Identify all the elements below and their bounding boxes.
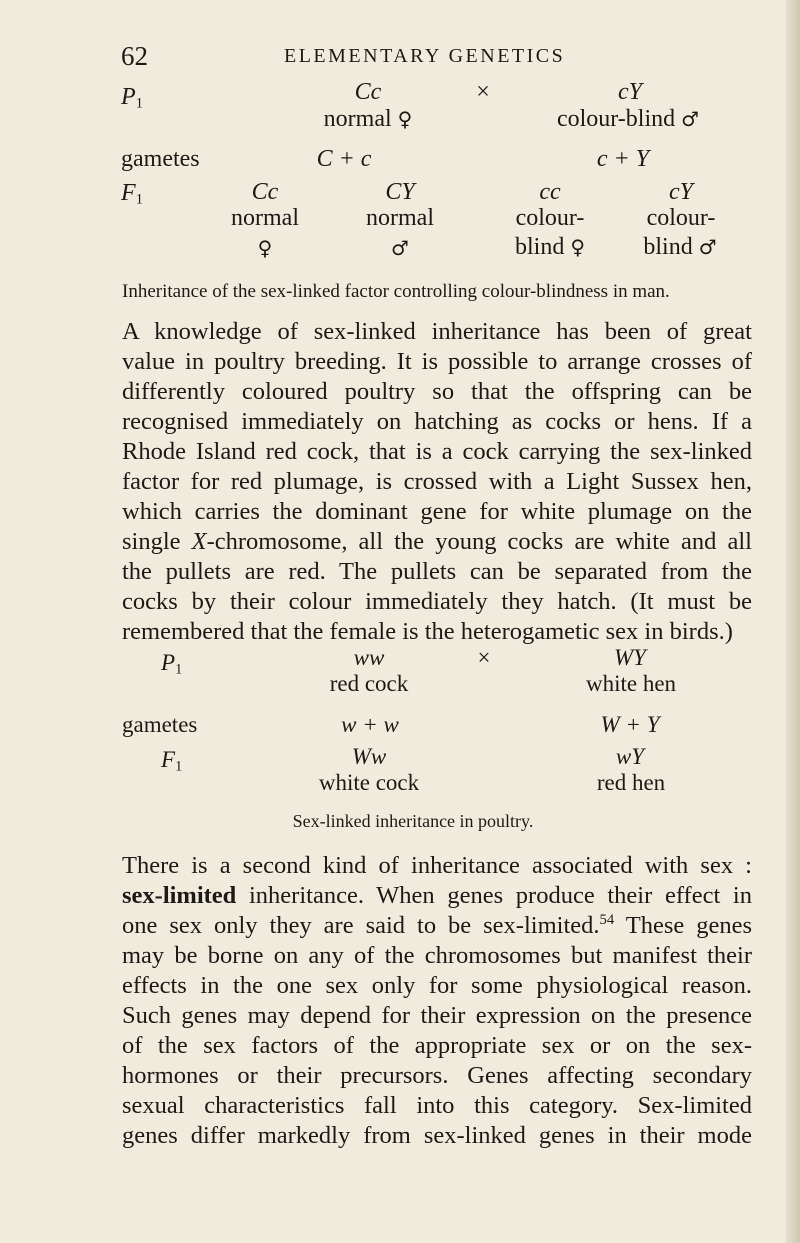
- cross-sign: ×: [477, 645, 491, 670]
- gametes-b: W + Y: [600, 712, 660, 737]
- offspring-a-phenotype: white cock: [318, 770, 420, 795]
- parent-b-phenotype: white hen: [585, 671, 677, 696]
- running-title: ELEMENTARY GENETICS: [284, 45, 566, 67]
- text-line: the pullets are red. The pullets can be separated from the: [122, 558, 752, 585]
- f1-label: $F_1$: [121, 180, 144, 208]
- body-paragraph: [122, 851, 752, 1151]
- female-sign-icon: ♀: [257, 236, 273, 260]
- male-sign-icon: ♂: [391, 236, 409, 260]
- offspring-3-phenotype-cont: blind ♀: [515, 234, 585, 260]
- parent-a-phenotype: red cock: [329, 671, 409, 696]
- page-edge: [786, 0, 800, 1243]
- text-line: sex-limited inheritance. When genes produce their effect in: [122, 882, 752, 909]
- male-sign-icon: ♂: [681, 107, 700, 131]
- parent-a-phenotype: normal ♀: [323, 106, 413, 132]
- f1-label: $F_1$: [161, 747, 183, 775]
- text-line: factor for red plumage, is crossed with a Light Sussex hen,: [122, 468, 752, 495]
- p1-label: $P_1$: [121, 84, 144, 112]
- text-line: single X-chromosome, all the young cocks are white and all: [122, 528, 752, 555]
- text-line: may be borne on any of the chromosomes but manifest their: [122, 942, 752, 969]
- offspring-3-phenotype: colour-: [515, 205, 585, 231]
- text-line: genes differ markedly from sex-linked genes in their mode: [122, 1122, 752, 1149]
- gametes-b: c + Y: [596, 146, 650, 172]
- gametes-a: C + c: [316, 146, 372, 172]
- text-line: remembered that the female is the heterogametic sex in birds.): [122, 618, 733, 645]
- offspring-1-genotype: Cc: [251, 179, 279, 205]
- offspring-4-phenotype: colour-: [646, 205, 716, 231]
- text-line: of the sex factors of the appropriate sex or on the sex-: [122, 1032, 752, 1059]
- offspring-a-genotype: Ww: [351, 744, 387, 769]
- parent-a-genotype: Cc: [354, 79, 382, 105]
- p1-label: $P_1$: [161, 650, 183, 678]
- offspring-1-phenotype: normal: [231, 205, 299, 231]
- female-sign-icon: ♀: [570, 235, 585, 259]
- text-line: which carries the dominant gene for white plumage on the: [122, 498, 752, 525]
- text-line: There is a second kind of inheritance associated with sex :: [122, 852, 752, 879]
- page-number: 62: [121, 41, 148, 71]
- text-line: A knowledge of sex-linked inheritance has been of great: [122, 318, 752, 345]
- text-line: Such genes may depend for their expression on the presence: [122, 1002, 752, 1029]
- gametes-label: gametes: [121, 146, 200, 172]
- parent-b-genotype: cY: [618, 79, 642, 105]
- offspring-3-genotype: cc: [539, 179, 561, 205]
- offspring-b-genotype: wY: [615, 744, 645, 769]
- text-line: hormones or their precursors. Genes affecting secondary: [122, 1062, 752, 1089]
- text-line: effects in the one sex only for some physiological reason.: [122, 972, 752, 999]
- body-paragraph: [122, 317, 752, 647]
- cross-sign: ×: [476, 79, 490, 105]
- text-line: cocks by their colour immediately they hatch. (It must be: [122, 588, 752, 615]
- gametes-label: gametes: [122, 712, 198, 737]
- figure-caption: Sex-linked inheritance in poultry.: [292, 811, 534, 831]
- text-line: sexual characteristics fall into this category. Sex-limited: [122, 1092, 752, 1119]
- offspring-4-phenotype-cont: blind ♂: [643, 234, 717, 260]
- figure-caption: Inheritance of the sex-linked factor controlling colour-blindness in man.: [122, 281, 670, 302]
- offspring-b-phenotype: red hen: [596, 770, 666, 795]
- text-line: value in poultry breeding. It is possible to arrange crosses of: [122, 348, 752, 375]
- text-line: one sex only they are said to be sex-limited.$^{54}$ These genes: [122, 911, 752, 939]
- gametes-a: w + w: [341, 712, 399, 737]
- offspring-2-phenotype: normal: [366, 205, 434, 231]
- offspring-4-genotype: cY: [669, 179, 693, 205]
- female-sign-icon: ♀: [397, 107, 413, 131]
- text-line: differently coloured poultry so that the offspring can be: [122, 378, 752, 405]
- parent-b-genotype: WY: [614, 645, 646, 670]
- parent-b-phenotype: colour-blind ♂: [556, 106, 700, 132]
- text-line: Rhode Island red cock, that is a cock carrying the sex-linked: [122, 438, 752, 465]
- footnote-reference: 54: [599, 911, 615, 928]
- parent-a-genotype: ww: [353, 645, 385, 670]
- text-line: recognised immediately on hatching as cocks or hens. If a: [122, 408, 752, 435]
- male-sign-icon: ♂: [698, 235, 717, 259]
- offspring-2-genotype: CY: [385, 179, 415, 205]
